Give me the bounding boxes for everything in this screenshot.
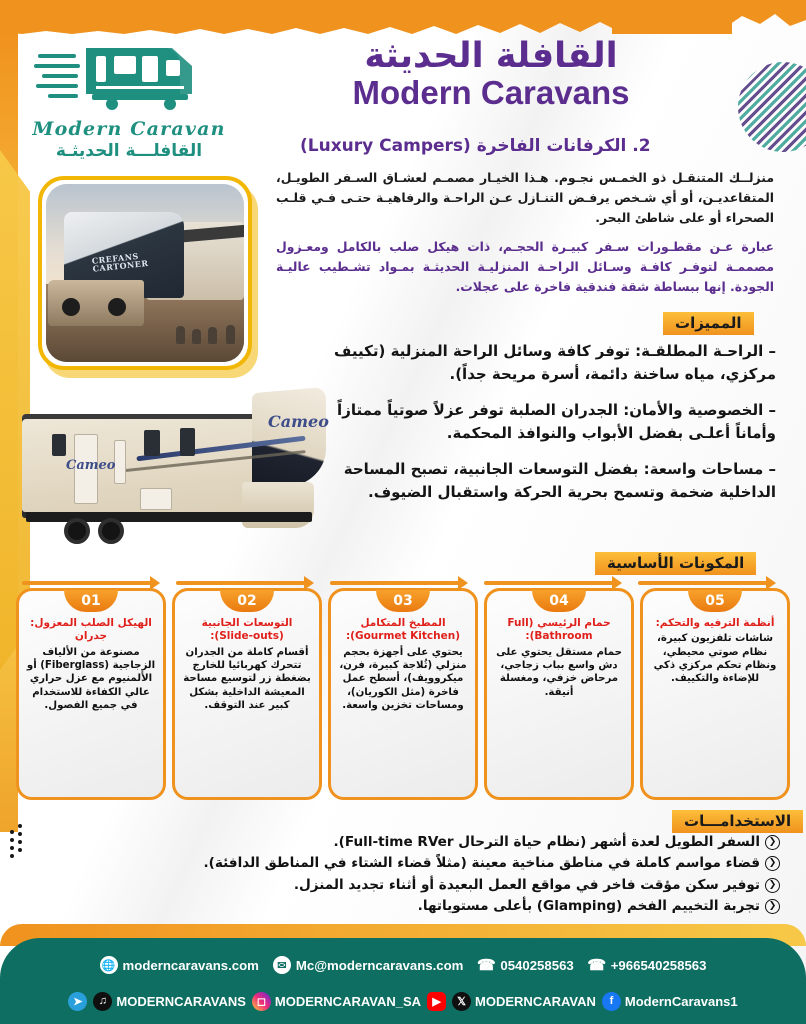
social-instagram[interactable] <box>252 992 421 1011</box>
social-x-label: MODERNCARAVAN <box>475 993 596 1009</box>
component-body: حمام مستقل يحتوي على دش واسع بباب زجاجي، مرحاض خزفي، ومغسلة أنيقة. <box>496 646 622 698</box>
feature-item: – مساحات واسعة: بفضل التوسعات الجانبية، تصبح المساحة الداخلية ضخمة وتسمح بحرية الحركة واستقبال الضيوف. <box>343 460 776 501</box>
usage-item-text: قضاء مواسم كاملة في مناطق مناخية معينة (مثلاً قضاء الشتاء في المناطق الدافئة). <box>203 855 760 872</box>
usage-item-text: توفير سكن مؤقت فاخر في مواقع العمل البعيدة أو أثناء تجديد المنزل. <box>293 876 760 893</box>
component-body: أقسام كاملة من الجدران تتحرك كهربائيا للخارج بضغطة زر لتوسيع مساحة المعيشة الداخلية بشكل كبير عند التوقف. <box>183 646 311 711</box>
flow-arrow <box>330 581 466 585</box>
social-x[interactable] <box>452 992 596 1011</box>
envelope-icon: ✉ <box>273 956 291 974</box>
contact-website-label: moderncaravans.com <box>122 957 259 973</box>
section-heading-components: المكونات الأساسية <box>595 552 756 575</box>
caravan-model-badge: Cameo <box>66 458 116 473</box>
title-english: Modern Caravans <box>352 74 630 112</box>
flow-arrow <box>638 581 774 585</box>
component-title: أنظمة الترفيه والتحكم: <box>655 617 775 629</box>
caravan-illustration <box>16 386 328 564</box>
contact-phone-local[interactable] <box>477 956 573 974</box>
social-instagram-label: MODERNCARAVAN_SA <box>274 993 422 1009</box>
usage-item <box>30 853 780 874</box>
youtube-icon: ▶ <box>427 992 446 1011</box>
component-card-03[interactable] <box>328 588 478 800</box>
component-number-badge: 04 <box>532 590 586 612</box>
photo-rv-badge: CREFANS CARTONER <box>91 250 149 275</box>
photo-tow-truck <box>48 280 144 326</box>
dots-decoration <box>8 820 30 866</box>
logo-text-en: Modern Caravan <box>32 118 226 140</box>
tiktok-icon: ♫ <box>93 992 112 1011</box>
intro-text <box>276 168 774 298</box>
chevron-bullet-icon: ❮ <box>765 878 780 893</box>
component-body: مصنوعة من الألياف الزجاجية (Fiberglass) أو الألمنيوم مع عزل حراري عالي الكفاءة للاستخدام في جميع الفصول. <box>26 646 156 711</box>
caravan-window <box>180 428 195 456</box>
chevron-bullet-icon: ❮ <box>765 835 780 850</box>
caravan-storage-hatch <box>140 488 172 510</box>
truck-wheel <box>62 298 80 316</box>
component-title: الهيكل الصلب المعزول: جدران <box>30 617 152 643</box>
component-card-04[interactable] <box>484 588 634 800</box>
page-subtitle: 2. الكرفانات الفاخرة (Luxury Campers) <box>300 136 651 156</box>
caravan-window-door <box>114 440 126 484</box>
top-strip-notch <box>612 0 732 34</box>
contact-website[interactable] <box>100 956 259 974</box>
page-title <box>246 38 736 112</box>
usage-item-text: السفر الطويل لعدة أشهر (نظام حياة الترحال Full-time RVer). <box>333 834 760 850</box>
component-card-01[interactable] <box>16 588 166 800</box>
instagram-icon: ◻ <box>252 992 271 1011</box>
features-list <box>296 340 776 517</box>
telegram-icon: ➤ <box>68 992 87 1011</box>
component-title: التوسعات الجانبية (Slide-outs): <box>201 617 293 643</box>
component-title: حمام الرئيسي (Full Bathroom): <box>507 617 611 643</box>
caravan-window <box>144 430 160 456</box>
social-tiktok[interactable] <box>93 992 246 1011</box>
caravan-logo-icon <box>34 34 224 116</box>
footer-bar <box>0 938 806 1024</box>
contact-phone-local-label: 0540258563 <box>500 957 574 973</box>
hero-photo-frame <box>38 176 252 370</box>
usage-item <box>30 832 780 853</box>
contact-phone-intl-label: +966540258563 <box>610 957 707 973</box>
brand-logo[interactable] <box>24 34 234 164</box>
hero-photo <box>46 184 244 362</box>
flow-arrow <box>22 581 158 585</box>
social-telegram[interactable] <box>68 992 87 1011</box>
section-heading-features: المميزات <box>663 312 754 335</box>
intro-paragraph-2: عبارة عـن مقطـورات سـفر كبيـرة الحجـم، ذات هيكل صلب بالكامل ومعـزول مصممـة لتوفـر كافـة وسـائل الراحـة المنزليـة الحديثـة بمـواد تشـطيب عاليـة الجودة. إنها ببساطة شقة فندقية فاخرة على عجلات. <box>276 239 774 295</box>
social-row <box>0 986 806 1016</box>
social-facebook[interactable] <box>602 992 738 1011</box>
component-number-badge: 05 <box>688 590 742 612</box>
social-facebook-label: ModernCaravans1 <box>624 993 738 1009</box>
feature-item: – الراحـة المطلقـة: توفر كافة وسائل الراحة المنزلية (تكييف مركزي، مياه ساخنة دائمة، أسرة مريحة جداً). <box>334 342 776 383</box>
phone-icon: ☎ <box>477 957 496 974</box>
globe-icon: 🌐 <box>100 956 118 974</box>
phone-icon: ☎ <box>587 957 607 974</box>
caravan-wheel <box>64 518 90 544</box>
facebook-icon: f <box>602 992 621 1011</box>
usage-item <box>30 875 780 896</box>
title-arabic: القافلة الحديثة <box>364 36 618 76</box>
components-card-row <box>16 588 790 802</box>
contact-email[interactable] <box>273 956 464 974</box>
usage-list <box>30 832 780 918</box>
component-number-badge: 01 <box>64 590 118 612</box>
contact-row <box>0 950 806 980</box>
social-tiktok-label: MODERNCARAVANS <box>116 993 246 1009</box>
caravan-model-badge-nose: Cameo <box>268 412 329 431</box>
logo-text-ar: القافلـــة الحديثـة <box>55 141 203 161</box>
section-heading-usage: الاستخدامـــات <box>672 810 803 833</box>
component-number-badge: 02 <box>220 590 274 612</box>
contact-phone-intl[interactable] <box>588 956 707 974</box>
component-number-badge: 03 <box>376 590 430 612</box>
chevron-bullet-icon: ❮ <box>765 899 780 914</box>
truck-wheel <box>108 298 126 316</box>
footer-bottom-strip <box>0 1016 806 1024</box>
flow-arrow <box>484 581 620 585</box>
flow-arrow <box>176 581 312 585</box>
component-body: يحتوي على أجهزة بحجم منزلي (ثُلاجة كبيرة، فرن، ميكروويف)، أسطح عمل فاخرة (مثل الكوريان)، ومساحات تخزين واسعة. <box>339 646 467 711</box>
social-youtube[interactable] <box>427 992 446 1011</box>
caravan-wheel <box>98 518 124 544</box>
usage-item <box>30 896 780 917</box>
component-title: المطبخ المتكامل (Gourmet Kitchen): <box>345 617 461 643</box>
contact-email-label: Mc@moderncaravans.com <box>295 957 464 973</box>
chevron-bullet-icon: ❮ <box>765 856 780 871</box>
feature-item: – الخصوصية والأمان: الجدران الصلبة توفر عزلاً صوتياً ممتازاً وأماناً أعلـى بفضل الأبواب والنوافذ المحكمة. <box>337 401 776 442</box>
x-twitter-icon: 𝕏 <box>452 992 471 1011</box>
caravan-window <box>52 434 66 456</box>
component-body: شاشات تلفزيون كبيرة، نظام صوتي محيطي، ونظام تحكم مركزي ذكي للإضاءة والتكييف. <box>653 633 777 685</box>
photo-people-group <box>174 314 244 344</box>
intro-paragraph-1: منزلــك المتنقـل ذو الخمـس نجـوم. هـذا الخيـار مصمـم لعشـاق السـفر الطويـل، المتقاعديـن، أو أي شـخص يرفـض التنـازل عـن الراحـة والرفاهيـة حتـى فـي قلـب الصحراء أو على شاطئ البحر. <box>276 170 774 226</box>
component-card-05[interactable] <box>640 588 790 800</box>
usage-item-text: تجربة التخييم الفخم (Glamping) بأعلى مستوياتها. <box>417 898 760 915</box>
component-card-02[interactable] <box>172 588 322 800</box>
